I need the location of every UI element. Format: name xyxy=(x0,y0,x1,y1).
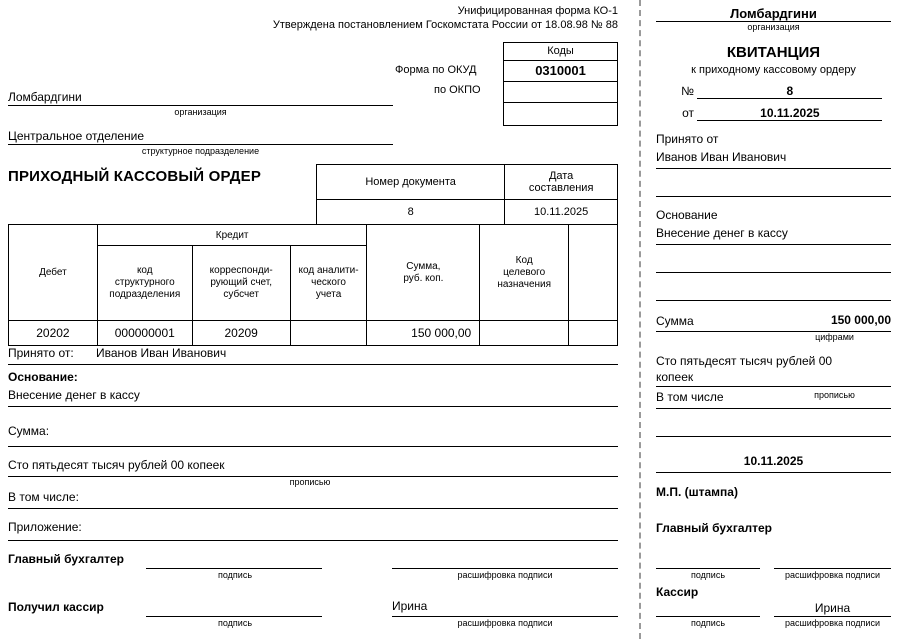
receipt-accepted-underline-1 xyxy=(656,168,891,169)
okud-value: 0310001 xyxy=(503,60,618,81)
receipt-basis-underline-3 xyxy=(656,300,891,301)
col-anal-l2: ческого xyxy=(311,277,346,288)
appendix-label: Приложение: xyxy=(8,520,82,534)
receipt-sum-caption: цифрами xyxy=(815,332,854,342)
chief-accountant-label: Главный бухгалтер xyxy=(8,552,125,566)
accepted-from-label: Принято от: xyxy=(8,346,74,360)
receipt-bottom-date-underline xyxy=(656,472,891,473)
receipt-sum-value: 150 000,00 xyxy=(830,313,891,327)
col-corresponding-account xyxy=(192,246,290,321)
receipt-chief-decode-line xyxy=(774,568,891,569)
including-underline xyxy=(8,508,618,509)
receipt-cashier-label: Кассир xyxy=(656,585,699,599)
receipt-sign-caption-2: подпись xyxy=(690,618,726,628)
receipt-basis-underline-1 xyxy=(656,244,891,245)
okud-label: Форма по ОКУД xyxy=(395,64,477,76)
number-header: Номер документа xyxy=(317,165,505,200)
cell-unit-code: 000000001 xyxy=(97,321,192,346)
receipt-decode-caption-2: расшифровка подписи xyxy=(785,618,880,628)
structural-unit-name: Центральное отделение xyxy=(8,129,393,145)
structural-unit-field xyxy=(8,129,393,156)
receipt-including-label: В том числе xyxy=(656,390,724,404)
col-anal-l1: код аналити- xyxy=(298,265,359,276)
receipt-organization-field xyxy=(656,6,891,32)
receipt-sign-caption-1: подпись xyxy=(690,570,726,580)
col-corr-l1: корреспонди- xyxy=(209,265,273,276)
including-label: В том числе: xyxy=(8,490,79,504)
sign-caption-2: подпись xyxy=(217,618,253,628)
col-unit-code xyxy=(97,246,192,321)
okpo-label: по ОКПО xyxy=(434,84,481,96)
receipt-subtitle: к приходному кассовому ордеру xyxy=(691,64,856,76)
receipt-decode-caption-1: расшифровка подписи xyxy=(785,570,880,580)
col-corr-l3: субсчет xyxy=(223,289,259,300)
receipt-title: КВИТАНЦИЯ xyxy=(726,44,821,61)
col-anal-l3: учета xyxy=(315,289,342,300)
receipt-date-value: 10.11.2025 xyxy=(697,106,882,121)
table-row xyxy=(9,321,618,346)
document-date-value: 10.11.2025 xyxy=(505,200,618,225)
col-target-code xyxy=(480,225,569,321)
document-number-date-table xyxy=(316,164,618,225)
col-target-l1: Код xyxy=(515,254,533,266)
col-analytic-code xyxy=(290,246,367,321)
col-corr-l2: рующий счет, xyxy=(210,277,273,288)
cashier-sign-line xyxy=(146,616,322,617)
receipt-cashier-decode-line xyxy=(774,616,891,617)
receipt-sum-words-line1: Сто пятьдесят тысяч рублей 00 xyxy=(656,354,833,368)
basis-value: Внесение денег в кассу xyxy=(8,388,140,402)
accepted-from-value: Иванов Иван Иванович xyxy=(96,346,227,360)
cell-sum: 150 000,00 xyxy=(367,321,480,346)
codes-box xyxy=(503,42,618,126)
organization-field xyxy=(8,90,393,117)
receipt-sum-label: Сумма xyxy=(656,314,694,328)
cashier-received-label: Получил кассир xyxy=(8,600,104,614)
form-header-line1: Унифицированная форма КО-1 xyxy=(457,5,618,17)
date-header xyxy=(505,165,618,200)
document-number-value: 8 xyxy=(317,200,505,225)
receipt-sum-words-line2: копеек xyxy=(656,370,694,384)
receipt-basis-underline-2 xyxy=(656,272,891,273)
receipt-bottom-date: 10.11.2025 xyxy=(743,454,804,468)
receipt-words-underline xyxy=(656,386,891,387)
basis-underline xyxy=(8,406,618,407)
cell-analytic xyxy=(290,321,367,346)
receipt-including-underline-2 xyxy=(656,436,891,437)
col-target-l3: назначения xyxy=(497,278,552,290)
sum-label: Сумма: xyxy=(8,424,50,438)
receipt-accepted-from-value: Иванов Иван Иванович xyxy=(656,150,787,164)
basis-label: Основание: xyxy=(8,370,78,384)
chief-accountant-decode-line xyxy=(392,568,618,569)
receipt-organization-caption: организация xyxy=(747,22,800,32)
col-unit-l2: структурного xyxy=(114,277,175,288)
sum-in-words: Сто пятьдесят тысяч рублей 00 копеек xyxy=(8,458,225,472)
codes-title: Коды xyxy=(503,42,618,60)
receipt-stamp-label: М.П. (штампа) xyxy=(656,485,738,499)
cashier-decode-line xyxy=(392,616,618,617)
cashier-name-value: Ирина xyxy=(392,599,428,613)
col-debet: Дебет xyxy=(9,225,98,321)
receipt-basis-value: Внесение денег в кассу xyxy=(656,226,788,240)
cell-target-code xyxy=(480,321,569,346)
col-target-l2: целевого xyxy=(503,266,546,278)
receipt-number-value: 8 xyxy=(697,84,882,99)
organization-name: Ломбардгини xyxy=(8,90,393,106)
appendix-underline xyxy=(8,540,618,541)
receipt-number-row xyxy=(656,84,891,99)
receipt-basis-label: Основание xyxy=(656,208,718,222)
receipt-chief-sign-line xyxy=(656,568,760,569)
receipt-including-underline-1 xyxy=(656,408,891,409)
sum-underline-1 xyxy=(8,446,618,447)
receipt-date-row xyxy=(656,106,891,121)
cell-debet: 20202 xyxy=(9,321,98,346)
chief-accountant-sign-line xyxy=(146,568,322,569)
col-sum xyxy=(367,225,480,321)
okpo-value xyxy=(503,81,618,102)
sign-caption-1: подпись xyxy=(217,570,253,580)
receipt-cashier-sign-line xyxy=(656,616,760,617)
date-header-line1: Дата xyxy=(548,170,574,182)
col-unit-l3: подразделения xyxy=(109,289,181,300)
decode-caption-2: расшифровка подписи xyxy=(457,618,553,628)
receipt-accepted-underline-2 xyxy=(656,196,891,197)
structural-unit-caption: структурное подразделение xyxy=(141,146,260,156)
cell-corresponding-account: 20209 xyxy=(192,321,290,346)
col-sum-l2: руб. коп. xyxy=(403,272,444,284)
receipt-cashier-name: Ирина xyxy=(814,601,851,615)
form-header-line2: Утверждена постановлением Госкомстата России от 18.08.98 № 88 xyxy=(272,19,618,31)
receipt-section xyxy=(648,0,899,639)
accepted-from-underline xyxy=(8,364,618,365)
col-blank xyxy=(569,225,618,321)
receipt-words-caption: прописью xyxy=(814,390,855,400)
decode-caption-1: расшифровка подписи xyxy=(457,570,553,580)
cut-line-divider xyxy=(639,0,641,639)
receipt-number-label: № xyxy=(681,84,694,98)
receipt-chief-accountant-label: Главный бухгалтер xyxy=(656,521,773,535)
document-title: ПРИХОДНЫЙ КАССОВЫЙ ОРДЕР xyxy=(8,168,262,185)
cell-blank xyxy=(569,321,618,346)
col-sum-l1: Сумма, xyxy=(406,260,441,272)
sum-words-caption: прописью xyxy=(289,477,331,487)
date-header-line2: составления xyxy=(528,182,594,194)
receipt-accepted-from-label: Принято от xyxy=(656,132,719,146)
receipt-date-label: от xyxy=(682,106,694,120)
organization-caption: организация xyxy=(174,107,227,117)
accounting-table xyxy=(8,224,618,346)
col-unit-l1: код xyxy=(136,265,153,276)
receipt-organization-name: Ломбардгини xyxy=(656,6,891,22)
col-kredit-group: Кредит xyxy=(97,225,367,246)
codes-extra-cell xyxy=(503,102,618,126)
